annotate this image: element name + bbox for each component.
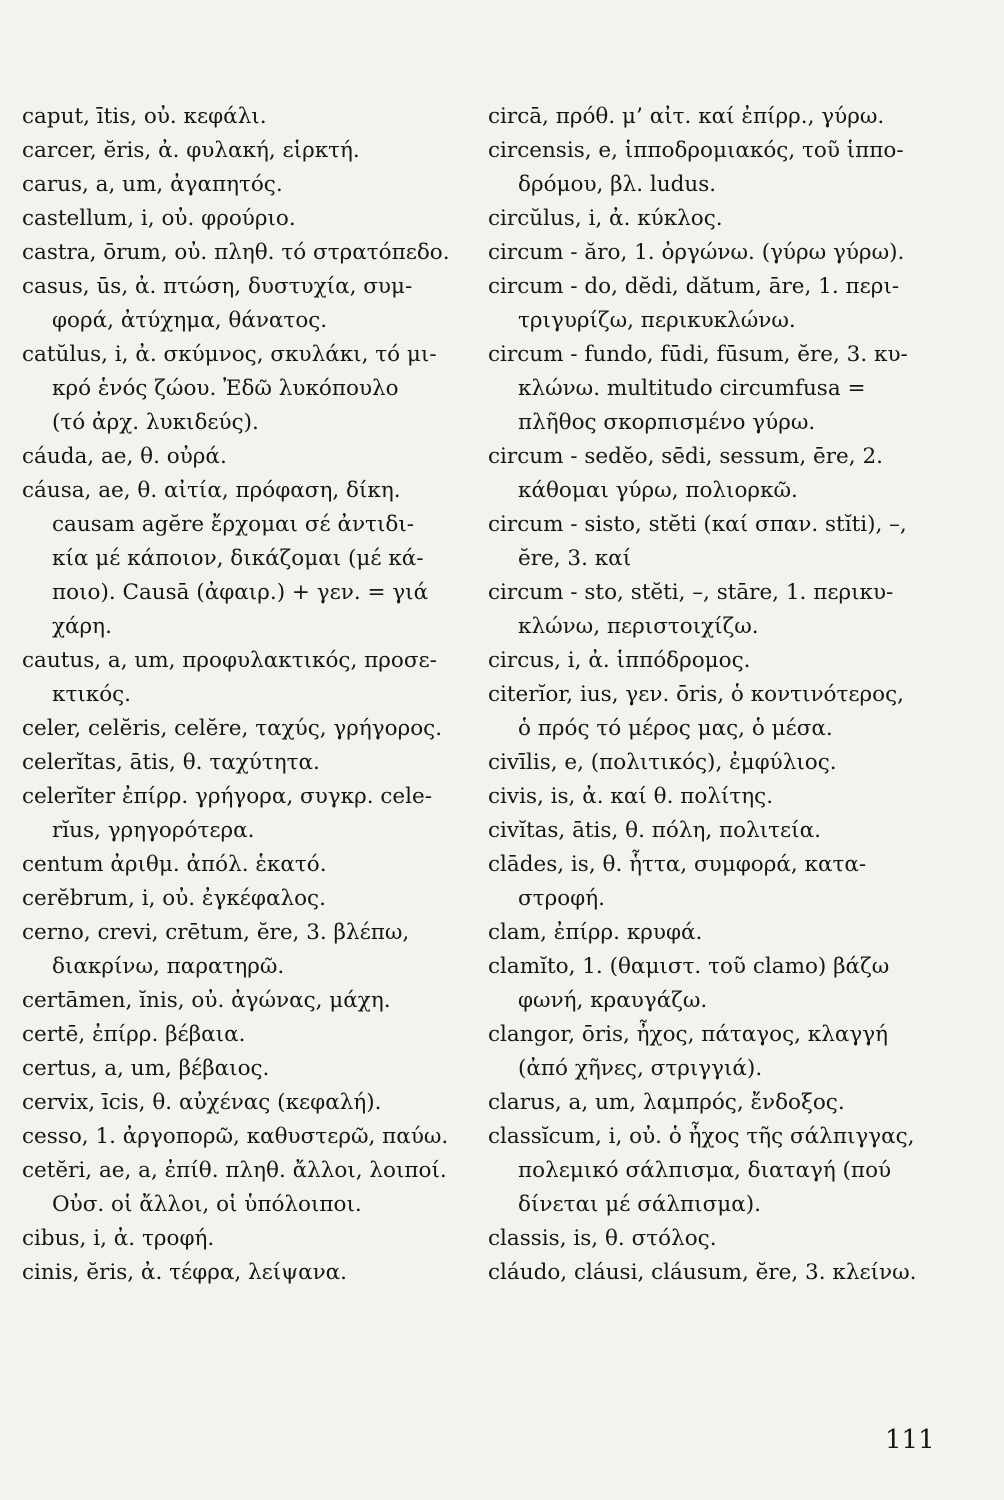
entry-headline: circŭlus, i, ἀ. κύκλος. bbox=[488, 206, 723, 231]
dictionary-entry bbox=[22, 100, 477, 134]
dictionary-entry bbox=[22, 1154, 477, 1222]
dictionary-entry bbox=[488, 746, 968, 780]
entry-continuation: κλώνω, περιστοιχίζω. bbox=[518, 614, 759, 639]
entry-headline: cautus, a, um, προφυλακτικός, προσε- bbox=[22, 648, 437, 673]
entry-headline: civis, is, ἀ. καί θ. πολίτης. bbox=[488, 784, 774, 809]
entry-headline: cesso, 1. ἀργοπορῶ, καθυστερῶ, παύω. bbox=[22, 1124, 449, 1149]
dictionary-entry bbox=[22, 1086, 477, 1120]
dictionary-entry bbox=[488, 678, 968, 746]
entry-headline: circus, i, ἀ. ἱππόδρομος. bbox=[488, 648, 751, 673]
entry-continuation: ĕre, 3. καί bbox=[518, 546, 632, 571]
dictionary-entry bbox=[488, 100, 968, 134]
entry-headline: classis, is, θ. στόλος. bbox=[488, 1226, 717, 1251]
entry-continuation: πλῆθος σκορπισμένο γύρω. bbox=[518, 410, 816, 435]
entry-headline: clamĭto, 1. (θαμιστ. τοῦ clamo) βάζω bbox=[488, 954, 890, 979]
dictionary-entry bbox=[22, 644, 477, 712]
entry-headline: certāmen, ĭnis, οὐ. ἀγώνας, μάχη. bbox=[22, 988, 391, 1013]
entry-headline: cetĕri, ae, a, ἐπίθ. πληθ. ἄλλοι, λοιποί. bbox=[22, 1158, 447, 1183]
dictionary-entry bbox=[22, 338, 477, 440]
dictionary-entry bbox=[488, 814, 968, 848]
dictionary-entry bbox=[488, 780, 968, 814]
entry-continuation: κία μέ κάποιον, δικάζομαι (μέ κά- bbox=[52, 546, 424, 571]
entry-continuation: στροφή. bbox=[518, 886, 605, 911]
entry-headline: clarus, a, um, λαμπρός, ἔνδοξος. bbox=[488, 1090, 845, 1115]
entry-headline: carcer, ĕris, ἀ. φυλακή, εἱρκτή. bbox=[22, 138, 360, 163]
entry-continuation: rĭus, γρηγορότερα. bbox=[52, 818, 255, 843]
entry-continuation: (τό ἀρχ. λυκιδεύς). bbox=[52, 410, 259, 435]
dictionary-entry bbox=[488, 440, 968, 508]
dictionary-entry bbox=[22, 236, 477, 270]
entry-headline: clangor, ōris, ἦχος, πάταγος, κλαγγή bbox=[488, 1022, 888, 1047]
dictionary-entry bbox=[488, 1256, 968, 1290]
dictionary-entry bbox=[488, 644, 968, 678]
page-number: 111 bbox=[885, 1425, 935, 1455]
dictionary-entry bbox=[22, 1256, 477, 1290]
dictionary-entry bbox=[488, 916, 968, 950]
entry-headline: civĭtas, ātis, θ. πόλη, πολιτεία. bbox=[488, 818, 821, 843]
entry-headline: circum - sisto, stĕti (καί σπαν. stĭti), –, bbox=[488, 512, 907, 537]
entry-headline: celerĭter ἐπίρρ. γρήγορα, συγκρ. cele- bbox=[22, 784, 433, 809]
dictionary-entry bbox=[488, 202, 968, 236]
entry-headline: cerno, crevi, crētum, ĕre, 3. βλέπω, bbox=[22, 920, 410, 945]
entry-headline: castellum, i, οὐ. φρούριο. bbox=[22, 206, 296, 231]
dictionary-entry bbox=[22, 134, 477, 168]
entry-continuation: χάρη. bbox=[52, 614, 112, 639]
dictionary-entry bbox=[22, 848, 477, 882]
dictionary-entry bbox=[488, 576, 968, 644]
dictionary-entry bbox=[22, 1120, 477, 1154]
entry-headline: catŭlus, i, ἀ. σκύμνος, σκυλάκι, τό μι- bbox=[22, 342, 437, 367]
dictionary-entry bbox=[22, 202, 477, 236]
entry-continuation: Οὐσ. οἱ ἄλλοι, οἱ ὑπόλοιποι. bbox=[52, 1192, 362, 1217]
entry-headline: cáuda, ae, θ. οὐρά. bbox=[22, 444, 227, 469]
dictionary-entry bbox=[488, 1018, 968, 1086]
entry-continuation: ὁ πρός τό μέρος μας, ὁ μέσα. bbox=[518, 716, 833, 741]
dictionary-entry bbox=[22, 474, 477, 644]
entry-headline: clādes, is, θ. ἧττα, συμφορά, κατα- bbox=[488, 852, 867, 877]
dictionary-entry bbox=[488, 338, 968, 440]
entry-headline: clam, ἐπίρρ. κρυφά. bbox=[488, 920, 703, 945]
dictionary-entry bbox=[488, 1086, 968, 1120]
entry-continuation: δρόμου, βλ. ludus. bbox=[518, 172, 717, 197]
right-column bbox=[488, 100, 968, 1290]
entry-continuation: πολεμικό σάλπισμα, διαταγή (πού bbox=[518, 1158, 892, 1183]
dictionary-entry bbox=[22, 984, 477, 1018]
entry-headline: cerĕbrum, i, οὐ. ἐγκέφαλος. bbox=[22, 886, 326, 911]
entry-continuation: κλώνω. multitudo circumfusa = bbox=[518, 376, 866, 401]
entry-headline: citerĭor, ius, γεν. ōris, ὁ κοντινότερος, bbox=[488, 682, 904, 707]
dictionary-entry bbox=[22, 1052, 477, 1086]
dictionary-entry bbox=[22, 780, 477, 848]
entry-continuation: causam agĕre ἔρχομαι σέ ἀντιδι- bbox=[52, 512, 415, 537]
entry-headline: cáusa, ae, θ. αἰτία, πρόφαση, δίκη. bbox=[22, 478, 401, 503]
entry-headline: classĭcum, i, οὐ. ὁ ἦχος τῆς σάλπιγγας, bbox=[488, 1124, 915, 1149]
dictionary-entry bbox=[488, 134, 968, 202]
dictionary-entry bbox=[488, 508, 968, 576]
dictionary-entry bbox=[22, 168, 477, 202]
entry-continuation: (ἀπό χῆνες, στριγγιά). bbox=[518, 1056, 763, 1081]
dictionary-entry bbox=[22, 746, 477, 780]
entry-continuation: κτικός. bbox=[52, 682, 132, 707]
dictionary-entry bbox=[488, 950, 968, 1018]
entry-continuation: κρό ἑνός ζώου. Ἐδῶ λυκόπουλο bbox=[52, 376, 399, 401]
entry-headline: carus, a, um, ἀγαπητός. bbox=[22, 172, 283, 197]
entry-headline: centum ἀριθμ. ἀπόλ. ἑκατό. bbox=[22, 852, 327, 877]
entry-headline: cinis, ĕris, ἀ. τέφρα, λείψανα. bbox=[22, 1260, 348, 1285]
entry-headline: cervix, īcis, θ. αὐχένας (κεφαλή). bbox=[22, 1090, 382, 1115]
entry-headline: certē, ἐπίρρ. βέβαια. bbox=[22, 1022, 246, 1047]
entry-continuation: τριγυρίζω, περικυκλώνω. bbox=[518, 308, 796, 333]
dictionary-entry bbox=[22, 882, 477, 916]
entry-headline: castra, ōrum, οὐ. πληθ. τό στρατόπεδο. bbox=[22, 240, 450, 265]
entry-headline: circum - sedĕo, sēdi, sessum, ēre, 2. bbox=[488, 444, 883, 469]
entry-headline: cibus, i, ἀ. τροφή. bbox=[22, 1226, 215, 1251]
entry-headline: circensis, e, ἱπποδρομιακός, τοῦ ἱππο- bbox=[488, 138, 904, 163]
entry-headline: certus, a, um, βέβαιος. bbox=[22, 1056, 270, 1081]
entry-headline: caput, ītis, οὐ. κεφάλι. bbox=[22, 104, 267, 129]
entry-headline: cláudo, cláusi, cláusum, ĕre, 3. κλείνω. bbox=[488, 1260, 917, 1285]
dictionary-entry bbox=[22, 712, 477, 746]
entry-continuation: ποιο). Causā (ἀφαιρ.) + γεν. = γιά bbox=[52, 580, 429, 605]
dictionary-entry bbox=[22, 270, 477, 338]
entry-continuation: διακρίνω, παρατηρῶ. bbox=[52, 954, 285, 979]
entry-headline: civīlis, e, (πολιτικός), ἐμφύλιος. bbox=[488, 750, 837, 775]
dictionary-entry bbox=[22, 440, 477, 474]
dictionary-entry bbox=[488, 270, 968, 338]
dictionary-entry bbox=[488, 848, 968, 916]
entry-continuation: δίνεται μέ σάλπισμα). bbox=[518, 1192, 761, 1217]
left-column bbox=[22, 100, 477, 1290]
entry-headline: casus, ūs, ἀ. πτώση, δυστυχία, συμ- bbox=[22, 274, 413, 299]
entry-continuation: κάθομαι γύρω, πολιορκῶ. bbox=[518, 478, 798, 503]
dictionary-entry bbox=[22, 1222, 477, 1256]
entry-headline: circum - ăro, 1. ὀργώνω. (γύρω γύρω). bbox=[488, 240, 905, 265]
entry-headline: celer, celĕris, celĕre, ταχύς, γρήγορος. bbox=[22, 716, 443, 741]
dictionary-entry bbox=[488, 236, 968, 270]
entry-headline: circum - sto, stĕti, –, stāre, 1. περικυ- bbox=[488, 580, 894, 605]
entry-headline: circā, πρόθ. μ’ αἰτ. καί ἐπίρρ., γύρω. bbox=[488, 104, 885, 129]
entry-continuation: φορά, ἀτύχημα, θάνατος. bbox=[52, 308, 328, 333]
dictionary-entry bbox=[22, 916, 477, 984]
dictionary-entry bbox=[488, 1222, 968, 1256]
entry-continuation: φωνή, κραυγάζω. bbox=[518, 988, 708, 1013]
entry-headline: circum - do, dĕdi, dătum, āre, 1. περι- bbox=[488, 274, 900, 299]
entry-headline: celerĭtas, ātis, θ. ταχύτητα. bbox=[22, 750, 320, 775]
entry-headline: circum - fundo, fūdi, fūsum, ĕre, 3. κυ- bbox=[488, 342, 908, 367]
dictionary-entry bbox=[488, 1120, 968, 1222]
dictionary-entry bbox=[22, 1018, 477, 1052]
